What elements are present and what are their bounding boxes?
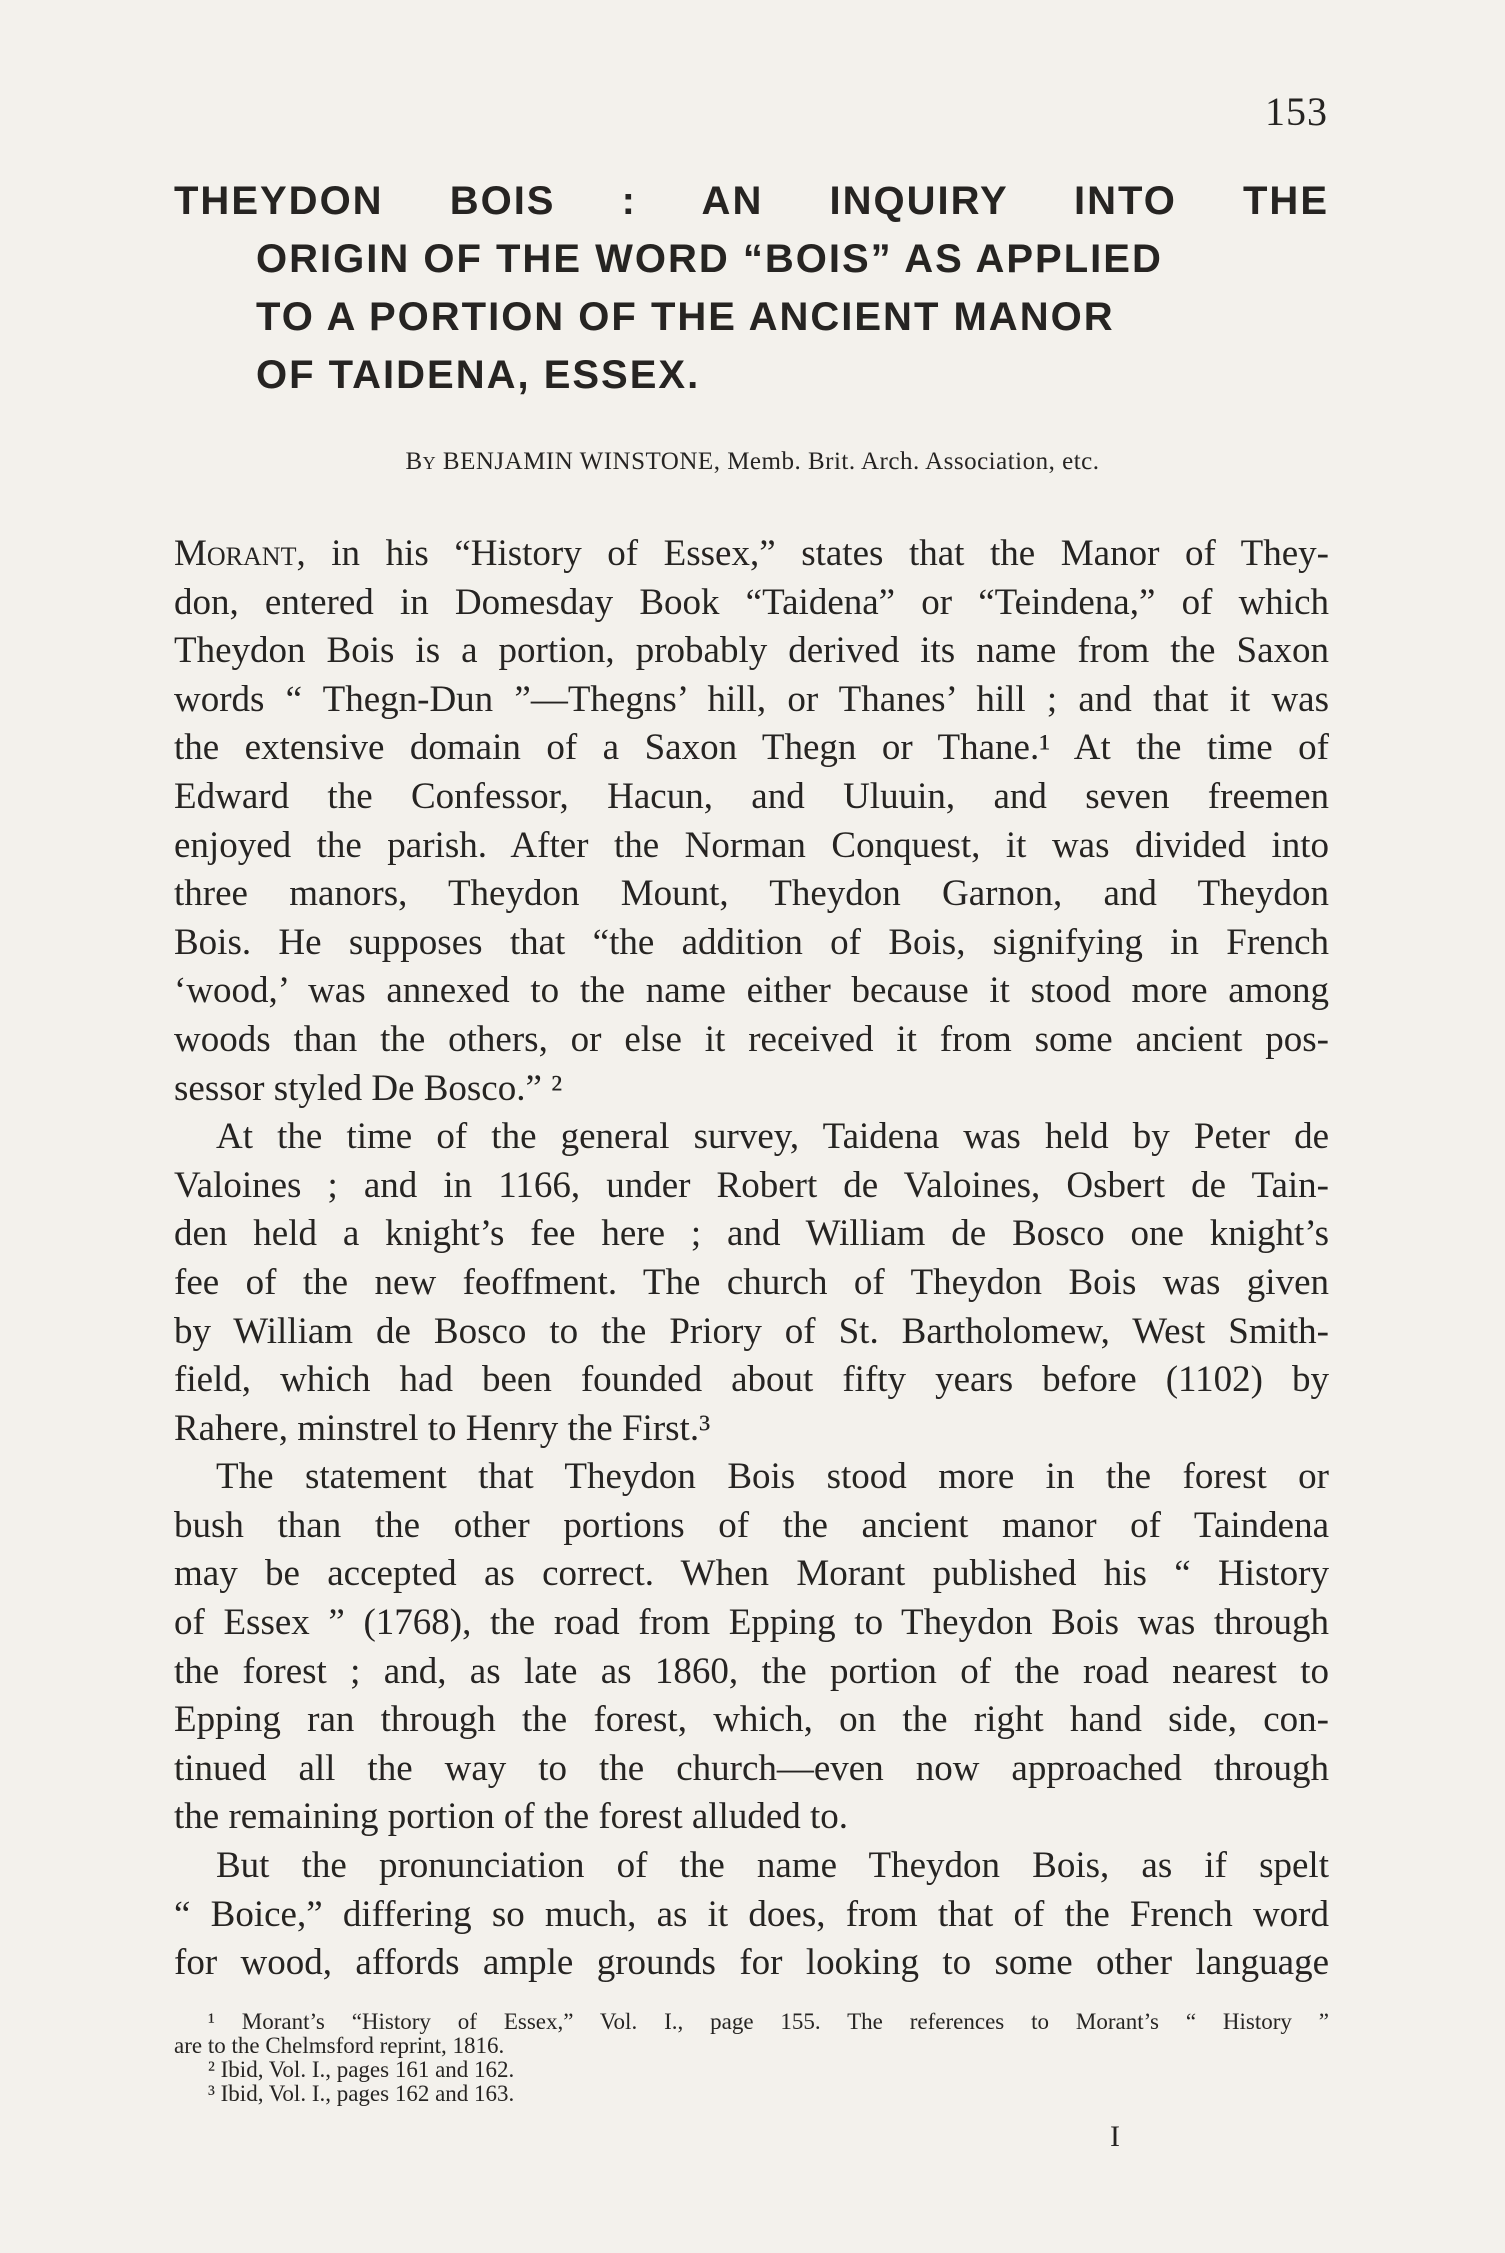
text-line	[174, 530, 1329, 579]
text-line: At the time of the general survey, Taidena was held by Peter de	[216, 1116, 1329, 1158]
text-line: the remaining portion of the forest alluded to.	[174, 1796, 849, 1838]
text-line: words “ Thegn-Dun ”—Thegns’ hill, or Thanes’ hill ; and that it was	[174, 678, 1329, 720]
text-line: the extensive domain of a Saxon Thegn or Thane.¹ At the time of	[174, 727, 1329, 769]
text-line: Epping ran through the forest, which, on the right hand side, con-	[174, 1699, 1329, 1741]
article-body	[174, 530, 1329, 1988]
text-line: But the pronunciation of the name Theydon Bois, as if spelt	[216, 1845, 1329, 1887]
paragraph	[174, 530, 1329, 1113]
text-line: may be accepted as correct. When Morant published his “ History	[174, 1553, 1329, 1595]
text-line: by William de Bosco to the Priory of St. Bartholomew, West Smith-	[174, 1310, 1329, 1352]
footnotes	[174, 2010, 1329, 2106]
title-line: OF TAIDENA, ESSEX.	[256, 353, 701, 397]
lead-word: Morant,	[174, 533, 306, 574]
footnote-3: ³ Ibid, Vol. I., pages 162 and 163.	[208, 2081, 515, 2106]
signature-mark: I	[1110, 2120, 1120, 2153]
text-line: enjoyed the parish. After the Norman Conquest, it was divided into	[174, 824, 1329, 866]
text-line: for wood, affords ample grounds for looking to some other language	[174, 1942, 1329, 1984]
footnote-1-continued: are to the Chelmsford reprint, 1816.	[174, 2033, 505, 2058]
text-line: “ Boice,” differing so much, as it does, from that of the French word	[174, 1893, 1329, 1935]
text-line: the forest ; and, as late as 1860, the portion of the road nearest to	[174, 1650, 1329, 1692]
text-line: three manors, Theydon Mount, Theydon Garnon, and Theydon	[174, 873, 1329, 915]
text-line: fee of the new feoffment. The church of Theydon Bois was given	[174, 1261, 1329, 1303]
text-line: tinued all the way to the church—even now approached through	[174, 1747, 1329, 1789]
text-line: Rahere, minstrel to Henry the First.³	[174, 1407, 711, 1449]
byline	[0, 448, 1505, 476]
text-line: field, which had been founded about fifty years before (1102) by	[174, 1359, 1329, 1401]
text-line: Edward the Confessor, Hacun, and Uluuin, and seven freemen	[174, 775, 1329, 817]
text-line: of Essex ” (1768), the road from Epping to Theydon Bois was through	[174, 1602, 1329, 1644]
text-line: woods than the others, or else it received it from some ancient pos-	[174, 1018, 1329, 1060]
byline-author: BENJAMIN WINSTONE, Memb. Brit. Arch. Association, etc.	[442, 448, 1100, 475]
text-line: sessor styled De Bosco.” ²	[174, 1067, 563, 1109]
footnote-1: ¹ Morant’s “History of Essex,” Vol. I., page 155. The references to Morant’s “ History ”	[208, 2009, 1329, 2034]
paragraph	[174, 1113, 1329, 1453]
title-line: THEYDON BOIS : AN INQUIRY INTO THE	[174, 179, 1329, 223]
text-line: Theydon Bois is a portion, probably derived its name from the Saxon	[174, 630, 1329, 672]
text-line: bush than the other portions of the ancient manor of Taindena	[174, 1504, 1329, 1546]
text-line: ‘wood,’ was annexed to the name either because it stood more among	[174, 970, 1329, 1012]
title-line: TO A PORTION OF THE ANCIENT MANOR	[256, 295, 1115, 339]
title-line: ORIGIN OF THE WORD “BOIS” AS APPLIED	[256, 237, 1163, 281]
paragraph	[174, 1453, 1329, 1842]
text-line: den held a knight’s fee here ; and William de Bosco one knight’s	[174, 1213, 1329, 1255]
text-line-rest: in his “History of Essex,” states that the Manor of They-	[305, 533, 1329, 574]
article-title	[174, 172, 1334, 404]
text-line: Bois. He supposes that “the addition of Bois, signifying in French	[174, 921, 1329, 963]
byline-prefix: By	[405, 448, 437, 475]
paragraph	[174, 1842, 1329, 1988]
text-line: don, entered in Domesday Book “Taidena” or “Teindena,” of which	[174, 581, 1329, 623]
text-line: The statement that Theydon Bois stood more in the forest or	[216, 1456, 1329, 1498]
text-line: Valoines ; and in 1166, under Robert de Valoines, Osbert de Tain-	[174, 1164, 1329, 1206]
footnote-2: ² Ibid, Vol. I., pages 161 and 162.	[208, 2057, 515, 2082]
page-number: 153	[1265, 89, 1328, 134]
